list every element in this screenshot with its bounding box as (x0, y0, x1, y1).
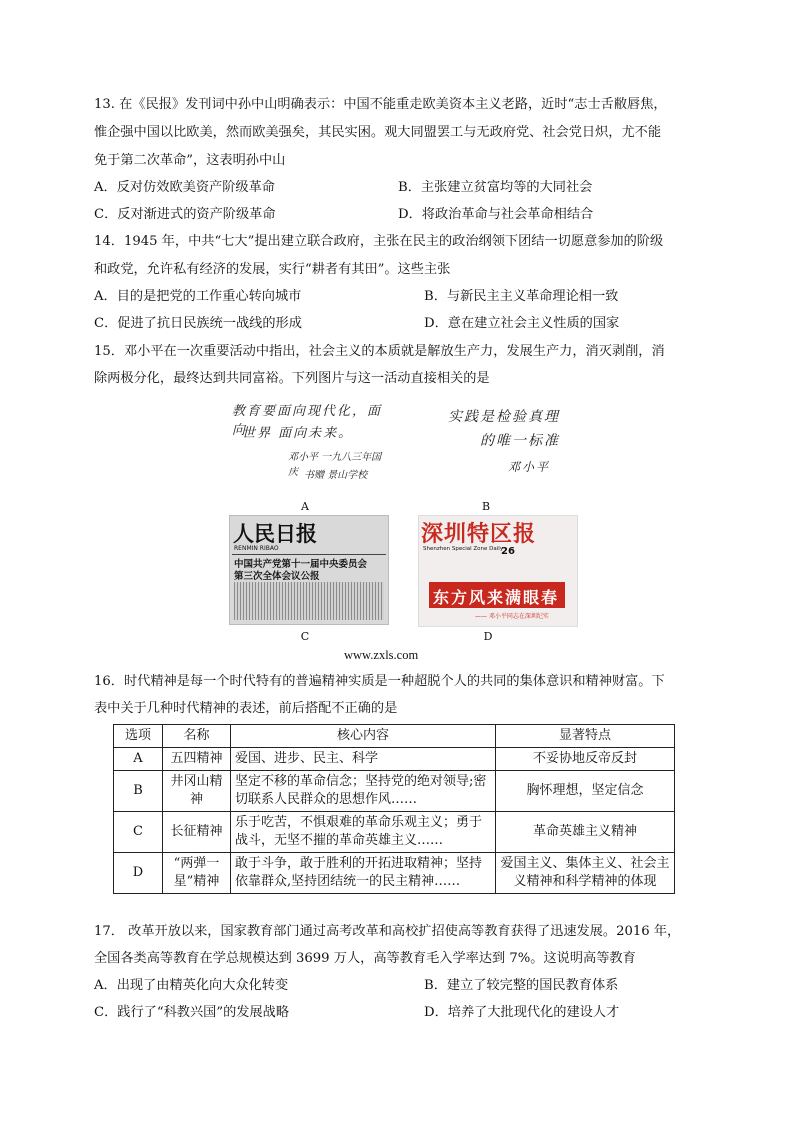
figure-d-newspaper (418, 515, 578, 627)
q13-option-b: B．主张建立贫富均等的大同社会 (398, 180, 593, 195)
q16-line-1: 16．时代精神是每一个时代特有的普遍精神实质是一种超脱个人的共同的集体意识和精神财富。下 (94, 674, 665, 689)
table-header-cell: 核心内容 (231, 725, 496, 748)
table-cell: 爱国主义、集体主义、社会主义精神和科学精神的体现 (496, 853, 675, 894)
q13-option-a: A．反对仿效欧美资产阶级革命 (94, 180, 275, 195)
q15-line-1: 15．邓小平在一次重要活动中指出，社会主义的本质就是解放生产力，发展生产力，消灭剥削，消 (94, 344, 665, 359)
q13-option-d: D．将政治革命与社会革命相结合 (398, 207, 594, 222)
figure-a-line-4: 书赠 景山学校 (304, 470, 368, 481)
table-cell: 坚定不移的革命信念；坚持党的绝对领导;密切联系人民群众的思想作风…… (231, 771, 496, 812)
figure-c-subtitle: RENMIN RIBAO (234, 545, 279, 552)
figure-b-calligraphy (418, 400, 568, 486)
q14-line-1: 14．1945 年，中共“七大”提出建立联合政府，主张在民主的政治纲领下团结一切愿意参加的阶级 (94, 234, 664, 249)
figure-d-masthead: 深圳特区报 (421, 522, 537, 547)
table-cell: 不妥协地反帝反封 (496, 748, 675, 771)
table-cell: 敢于斗争，敢于胜利的开拓进取精神；坚持依靠群众,坚持团结统一的民主精神…… (231, 853, 496, 894)
figure-b-signature: 邓小平 (508, 460, 551, 474)
figure-c-body-text (234, 582, 384, 620)
source-url: www.zxls.com (344, 648, 419, 662)
table-cell: 乐于吃苦，不惧艰难的革命乐观主义；勇于战斗，无坚不摧的革命英雄主义…… (231, 812, 496, 853)
q17-line-2: 全国各类高等教育在学总规模达到 3699 万人，高等教育毛入学率达到 7%。这说明高等教育 (94, 951, 636, 966)
q14-option-c: C．促进了抗日民族统一战线的形成 (94, 316, 302, 331)
figure-d-caption: D (483, 630, 493, 643)
q14-option-d: D．意在建立社会主义性质的国家 (424, 316, 620, 331)
q17-option-b: B．建立了较完整的国民教育体系 (424, 978, 619, 993)
table-cell: 长征精神 (163, 812, 231, 853)
table-cell: 革命英雄主义精神 (496, 812, 675, 853)
table-header-cell: 名称 (163, 725, 231, 748)
figure-b-caption: B (481, 500, 491, 513)
table-cell: 五四精神 (163, 748, 231, 771)
table-cell: 井冈山精神 (163, 771, 231, 812)
table-row (114, 812, 675, 853)
figure-c-headline-1: 中国共产党第十一届中央委员会 (234, 559, 368, 570)
figure-a-line-3: 邓小平 一九八三年国庆 (288, 452, 382, 478)
figure-a-line-1: 教育要面向现代化，面向 (232, 404, 383, 438)
table-header-cell: 显著特点 (496, 725, 675, 748)
q17-option-a: A．出现了由精英化向大众化转变 (94, 978, 289, 993)
figure-c-rule (232, 554, 386, 555)
figure-d-subline: —— 邓小平同志在深圳纪实 (475, 613, 549, 620)
table-cell: 爱国、进步、民主、科学 (231, 748, 496, 771)
figure-a-calligraphy (228, 398, 388, 490)
table-header-row (114, 725, 675, 748)
figure-b-line-2: 的唯一标准 (480, 433, 560, 449)
figure-d-date: 26 (501, 546, 515, 557)
table-cell: B (114, 771, 163, 812)
figure-c-masthead: 人民日报 (233, 522, 317, 546)
figure-d-headline: 东方风来满眼春 (433, 588, 560, 607)
spirit-table (113, 724, 675, 894)
table-header-cell: 选项 (114, 725, 163, 748)
table-cell: D (114, 853, 163, 894)
q17-line-1: 17． 改革开放以来，国家教育部门通过高考改革和高校扩招使高等教育获得了迅速发展。2016 年， (94, 924, 681, 939)
figure-d-banner (429, 582, 565, 608)
q16-line-2: 表中关于几种时代精神的表述，前后搭配不正确的是 (94, 701, 398, 716)
figure-c-headline-2: 第三次全体会议公报 (234, 571, 320, 582)
q17-option-c: C．践行了“科教兴国”的发展战略 (94, 1005, 290, 1020)
q14-option-b: B．与新民主主义革命理论相一致 (424, 289, 619, 304)
q13-line-1: 13. 在《民报》发刊词中孙中山明确表示：中国不能重走欧美资本主义老路，近时“志士舌敝唇焦， (94, 97, 667, 112)
q15-line-2: 除两极分化，最终达到共同富裕。下列图片与这一活动直接相关的是 (94, 371, 490, 386)
table-cell: A (114, 748, 163, 771)
figure-b-line-1: 实践是检验真理 (448, 409, 560, 425)
q14-option-a: A．目的是把党的工作重心转向城市 (94, 289, 302, 304)
figure-c-newspaper (229, 515, 389, 625)
q13-line-2: 惟企强中国以比欧美，然而欧美强矣，其民实困。观大同盟罢工与无政府党、社会党日炽，尤不能 (94, 125, 662, 140)
table-row (114, 748, 675, 771)
q17-option-d: D．培养了大批现代化的建设人才 (424, 1005, 620, 1020)
figure-d-subtitle: Shenzhen Special Zone Daily (423, 546, 504, 552)
table-cell: “两弹一星”精神 (163, 853, 231, 894)
q14-line-2: 和政党，允许私有经济的发展，实行“耕者有其田”。这些主张 (94, 262, 451, 277)
table-row (114, 771, 675, 812)
q13-option-c: C．反对渐进式的资产阶级革命 (94, 207, 276, 222)
table-row (114, 853, 675, 894)
table-cell: C (114, 812, 163, 853)
figure-c-caption: C (300, 630, 310, 643)
figure-a-line-2: 世界 面向未来。 (242, 426, 354, 441)
q13-line-3: 免于第二次革命”，这表明孙中山 (94, 153, 286, 168)
table-cell: 胸怀理想，坚定信念 (496, 771, 675, 812)
figure-a-caption: A (301, 500, 309, 513)
